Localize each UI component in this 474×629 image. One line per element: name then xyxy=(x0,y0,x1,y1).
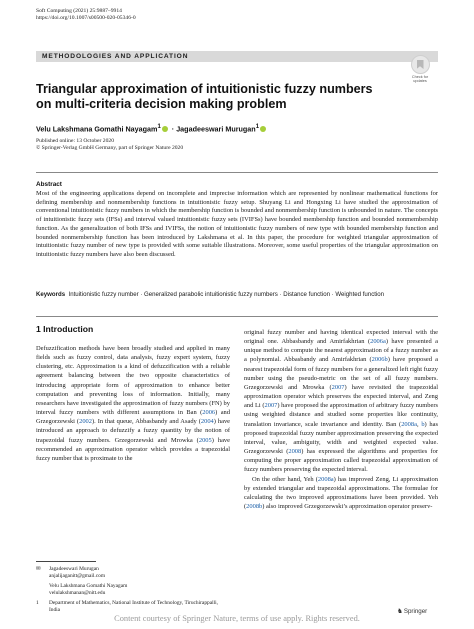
citation-link[interactable]: 2006a xyxy=(370,338,386,346)
affiliation-marker: 1 xyxy=(255,124,260,130)
publisher-name: Springer xyxy=(403,608,428,615)
body-column-left: Defuzzification methods have been broadly studied and applied in many fields such as fuzzy control, data analysis, fuzzy expert system, fuzzy clustering, etc. Approximation is a kind of defuzzification with a reliable agreement balancing between the two opposite characteristics of introducing appropriate form of approximation to enhance better computation and preventing loss of information. Initially, many researchers have investigated the approximation of fuzzy numbers (FN) by interval fuzzy numbers with different assumptions in Ban (2006) and Grzegorzewski (2002). In that queue, Abbasbandy and Asady (2004) have introduced an approach to defuzzify a fuzzy quantity by the notion of trapezoidal fuzzy numbers. Grzegorzewski and Mrowka (2005) have recommended an approximation operator which provides a trapezoidal fuzzy number that is proximate to the xyxy=(36,345,231,462)
coauthor-name: Velu Lakshmana Gomathi Nayagam xyxy=(49,583,128,589)
keywords xyxy=(36,291,438,300)
publication-dates xyxy=(36,138,183,153)
author-name[interactable]: Jagadeeswari Murugan xyxy=(176,124,256,134)
crossmark-icon xyxy=(411,55,430,74)
citation-link[interactable]: b xyxy=(421,420,425,428)
keywords-text: Intuitionistic fuzzy number · Generalized parabolic intuitionistic fuzzy numbers · Distance function · Weighted function xyxy=(68,291,385,298)
affiliation-text: Department of Mathematics, National Institute of Technology, Tiruchirappalli, India xyxy=(49,600,218,613)
corresponding-email[interactable]: anjalijaganitt@gmail.com xyxy=(49,573,106,579)
affiliation xyxy=(36,600,230,614)
footnote-rule xyxy=(36,561,96,562)
copyright-notice: © Springer-Verlag GmbH Germany, part of Springer Nature 2020 xyxy=(36,145,184,152)
journal-info xyxy=(36,8,136,23)
body-column-right: original fuzzy number and having identical expected interval with the original one. Abbasbandy and Amirfakhrian (2006a) have presented a unique method to compute the nearest approximation of a fuzzy number as a polynomial. Abbasbandy and Amirfakhrian (2006b) have proposed a nearest trapezoidal form of fuzzy numbers for a generalized left right fuzzy number using the pseudo-metric on the set of all fuzzy numbers. Grzegorzewski and Mrowka (2007) have revisited the trapezoidal approximation operator which preserves the expected interval, and Zeng and Li (2007) have proposed the approximation of arbitrary fuzzy numbers using weighted distance and studied some properties like continuity, translation invariance, scale invariance and identity. Ban (2008a, b) has proposed trapezoidal fuzzy number approximation preserving the expected interval, value, ambiguity, width and weighted expected value. Grzegorzewski (2008) has expressed the algorithms and properties for computing the proper approximation called trapezoidal approximation of fuzzy numbers preserving the expected interval. On the other hand, Yeh (2008a) has improved Zeng, Li approximation by extended triangular and trapezoidal approximations. The formulae for calculating the two improved approximations have been provided. Yeh (2008b) also improved Grzegorzewski’s approximation operator preserv- xyxy=(244,329,439,510)
divider xyxy=(36,316,438,317)
paragraph: On the other hand, Yeh (2008a) has improved Zeng, Li approximation by extended triangular and trapezoidal approximations. The formulae for calculating the two improved approximations have been provided. Yeh (2008b) also improved Grzegorzewski’s approximation operator preserv- xyxy=(244,475,438,510)
author-separator: · xyxy=(171,124,175,134)
affiliation-marker: 1 xyxy=(157,124,161,130)
citation-link[interactable]: 2005 xyxy=(198,436,212,444)
author-name[interactable]: Velu Lakshmana Gomathi Nayagam xyxy=(36,124,158,134)
citation-link[interactable]: 2002 xyxy=(79,418,92,426)
coauthor-contact xyxy=(36,583,230,597)
keywords-label: Keywords xyxy=(36,291,66,298)
citation-link[interactable]: 2008a xyxy=(401,420,417,428)
citation-link[interactable]: 2006 xyxy=(202,409,216,417)
doi-link[interactable]: https://doi.org/10.1007/s00500-020-05346-0 xyxy=(36,15,136,22)
paper-title: Triangular approximation of intuitionistic fuzzy numbers on multi-criteria decision making problem xyxy=(36,82,373,111)
journal-citation: Soft Computing (2021) 25:9887–9914 xyxy=(36,8,122,14)
section-label: METHODOLOGIES AND APPLICATION xyxy=(42,52,189,60)
coauthor-email[interactable]: velulakshmanan@nitt.edu xyxy=(49,590,106,596)
check-for-updates-badge[interactable] xyxy=(405,55,435,84)
orcid-icon[interactable] xyxy=(260,126,266,132)
crossmark-label: Check for updates xyxy=(411,75,429,84)
citation-link[interactable]: 2008 xyxy=(288,448,302,456)
envelope-icon: ✉ xyxy=(36,566,41,572)
footnotes xyxy=(36,566,230,614)
corresponding-author xyxy=(36,566,230,580)
courtesy-notice: Content courtesy of Springer Nature, terms of use apply. Rights reserved. xyxy=(114,614,360,623)
citation-link[interactable]: 2008a xyxy=(317,475,334,483)
citation-link[interactable]: 2007 xyxy=(264,402,278,410)
abstract-heading: Abstract xyxy=(36,181,62,188)
published-date: Published online: 13 October 2020 xyxy=(36,138,114,144)
citation-link[interactable]: 2008b xyxy=(246,502,263,510)
affiliation-number: 1 xyxy=(36,600,39,606)
abstract-body: Most of the engineering applications depend on incomplete and imprecise information which are represented by nonlinear mathematical functions for defining membership and nonmembership functions in intuitionistic fuzzy setup. Shuyang Li and Hongxing Li have studied the approximation of conventional intuitionistic fuzzy numbers in which the membership function is bounded and nonmembership function is unbounded in nature. The concepts of intuitionistic fuzzy sets (IFSs) and interval valued intuitionistic fuzzy sets (IVIFSs) have bounded membership function and bounded nonmembership function. As the generalization of both IFSs and IVIFSs, the notion of intuitionistic fuzzy numbers of new type with bounded membership function and bounded nonmembership function has been introduced by Lakshmana et al. In this paper, the procedure for weighted triangular approximation of intuitionistic fuzzy number of new type is provided with some suitable illustrations. Moreover, some useful properties of the triangular approximation on intuitionistic fuzzy numbers have also been discussed. xyxy=(36,190,438,258)
section-heading: 1 Introduction xyxy=(36,324,94,334)
section-label-bar xyxy=(36,51,438,62)
citation-link[interactable]: 2007 xyxy=(331,383,345,391)
author-line xyxy=(36,124,268,133)
corresponding-name: Jagadeeswari Murugan xyxy=(49,566,99,572)
divider xyxy=(36,172,438,173)
springer-horse-icon: ♞ xyxy=(397,608,403,615)
orcid-icon[interactable] xyxy=(162,126,168,132)
citation-link[interactable]: 2006b xyxy=(371,356,388,364)
citation-link[interactable]: 2004 xyxy=(200,418,214,426)
